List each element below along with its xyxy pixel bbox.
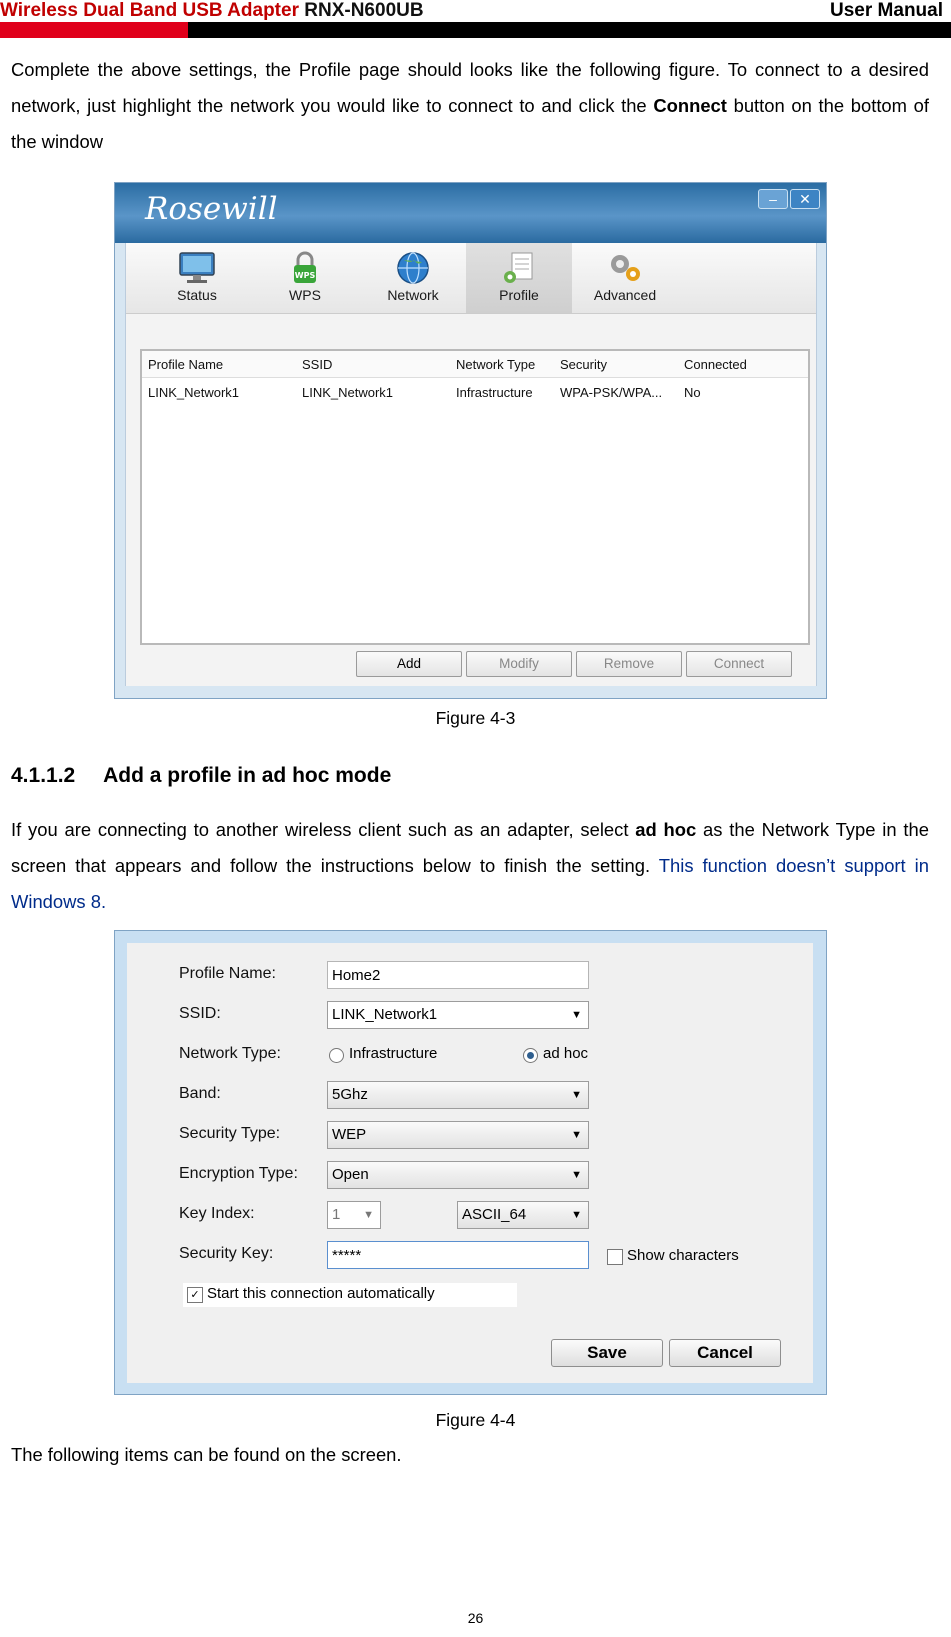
tab-status-label: Status bbox=[177, 287, 217, 303]
chevron-down-icon: ▼ bbox=[571, 1129, 582, 1141]
network-type-label: Network Type: bbox=[179, 1045, 281, 1062]
ssid-label: SSID: bbox=[179, 1005, 221, 1022]
profile-list bbox=[140, 349, 810, 645]
security-type-label: Security Type: bbox=[179, 1125, 281, 1142]
chevron-down-icon: ▼ bbox=[571, 1209, 582, 1221]
window-titlebar bbox=[115, 183, 826, 243]
network-type-group bbox=[327, 1043, 727, 1067]
window-body bbox=[125, 243, 817, 686]
auto-connect-label: Start this connection automatically bbox=[207, 1285, 435, 1302]
body-note: This function doesn’t support in Windows 8. bbox=[11, 855, 929, 912]
column-network-type[interactable]: Network Type bbox=[456, 357, 536, 372]
encryption-type-select[interactable] bbox=[327, 1161, 589, 1189]
intro-text: Complete the above settings, the Profile page should looks like the following figure. To connect to a desired network, just highlight the network you would like to connect to and click the bbox=[11, 59, 929, 116]
chevron-down-icon: ▼ bbox=[571, 1089, 582, 1101]
svg-text:WPS: WPS bbox=[294, 271, 316, 280]
tab-wps-label: WPS bbox=[289, 287, 321, 303]
add-button[interactable]: Add bbox=[356, 651, 462, 677]
add-profile-form bbox=[127, 943, 813, 1383]
ssid-select[interactable] bbox=[327, 1001, 589, 1029]
key-format-value: ASCII_64 bbox=[462, 1206, 527, 1223]
encryption-type-value: Open bbox=[332, 1166, 369, 1183]
figure-caption-1: Figure 4-3 bbox=[435, 708, 516, 728]
column-profile-name[interactable]: Profile Name bbox=[148, 357, 224, 372]
tab-status[interactable] bbox=[144, 243, 250, 313]
radio-infrastructure-label: Infrastructure bbox=[349, 1045, 438, 1062]
tab-profile[interactable] bbox=[466, 243, 572, 313]
ssid-value: LINK_Network1 bbox=[332, 1006, 438, 1023]
rosewill-logo: Rosewill bbox=[145, 191, 278, 227]
header-title bbox=[0, 0, 424, 22]
section-title: Add a profile in ad hoc mode bbox=[103, 764, 392, 787]
page-number: 26 bbox=[467, 1610, 484, 1626]
radio-infrastructure[interactable] bbox=[329, 1048, 344, 1063]
tab-advanced[interactable] bbox=[572, 243, 678, 313]
connect-button[interactable]: Connect bbox=[686, 651, 792, 677]
band-select[interactable] bbox=[327, 1081, 589, 1109]
remove-button[interactable]: Remove bbox=[576, 651, 682, 677]
cell-network-type: Infrastructure bbox=[456, 385, 533, 400]
profile-list-header bbox=[142, 351, 808, 378]
body-text-after: as the Network Type in the screen that appears and follow the instructions below to finish the setting. bbox=[11, 819, 929, 876]
monitor-icon bbox=[178, 251, 216, 285]
cell-ssid: LINK_Network1 bbox=[302, 385, 394, 400]
tab-wps[interactable] bbox=[252, 243, 358, 313]
show-characters-label: Show characters bbox=[627, 1247, 739, 1264]
body-paragraph bbox=[11, 812, 929, 920]
radio-adhoc[interactable] bbox=[523, 1048, 538, 1063]
profile-gear-icon bbox=[500, 251, 538, 285]
chevron-down-icon: ▼ bbox=[363, 1209, 374, 1221]
wps-lock-icon bbox=[286, 251, 324, 285]
auto-connect-checkbox[interactable]: ✓ bbox=[187, 1287, 203, 1303]
band-value: 5Ghz bbox=[332, 1086, 368, 1103]
security-type-value: WEP bbox=[332, 1126, 367, 1143]
security-key-label: Security Key: bbox=[179, 1245, 274, 1262]
header-product: Wireless Dual Band USB Adapter bbox=[0, 0, 299, 21]
header-bar-accent bbox=[0, 22, 188, 38]
cancel-button[interactable]: Cancel bbox=[669, 1339, 781, 1367]
minimize-button[interactable]: – bbox=[758, 189, 788, 209]
tab-advanced-label: Advanced bbox=[593, 287, 657, 303]
modify-button[interactable]: Modify bbox=[466, 651, 572, 677]
section-number: 4.1.1.2 bbox=[11, 764, 76, 787]
header-model: RNX-N600UB bbox=[304, 0, 424, 21]
key-format-select[interactable] bbox=[457, 1201, 589, 1229]
show-characters-checkbox[interactable] bbox=[607, 1249, 623, 1265]
closing-text: The following items can be found on the screen. bbox=[11, 1444, 402, 1465]
profile-window bbox=[114, 182, 827, 699]
close-button[interactable]: ✕ bbox=[790, 189, 820, 209]
add-profile-window bbox=[114, 930, 827, 1395]
button-strip bbox=[127, 1285, 813, 1383]
cell-connected: No bbox=[684, 385, 701, 400]
gears-icon bbox=[606, 251, 644, 285]
key-index-label: Key Index: bbox=[179, 1205, 255, 1222]
encryption-type-label: Encryption Type: bbox=[179, 1165, 298, 1182]
security-type-select[interactable] bbox=[327, 1121, 589, 1149]
tab-network[interactable] bbox=[360, 243, 466, 313]
intro-text-after: button on the bottom of the window bbox=[11, 95, 929, 152]
cell-profile-name: LINK_Network1 bbox=[148, 385, 240, 400]
section-heading bbox=[11, 764, 391, 788]
column-connected[interactable]: Connected bbox=[684, 357, 747, 372]
band-label: Band: bbox=[179, 1085, 221, 1102]
profile-name-input[interactable]: Home2 bbox=[327, 961, 589, 989]
header-manual: User Manual bbox=[830, 0, 943, 21]
key-index-value: 1 bbox=[332, 1206, 341, 1223]
figure-caption-2: Figure 4-4 bbox=[435, 1410, 516, 1430]
intro-paragraph bbox=[11, 52, 929, 160]
security-key-input[interactable]: ***** bbox=[327, 1241, 589, 1269]
globe-icon bbox=[394, 251, 432, 285]
chevron-down-icon: ▼ bbox=[571, 1009, 582, 1021]
body-text: If you are connecting to another wireless client such as an adapter, select bbox=[11, 819, 629, 840]
cell-security: WPA-PSK/WPA... bbox=[560, 385, 663, 400]
body-bold: ad hoc bbox=[635, 819, 697, 840]
tab-network-label: Network bbox=[387, 287, 439, 303]
save-button[interactable]: Save bbox=[551, 1339, 663, 1367]
profile-name-label: Profile Name: bbox=[179, 965, 276, 982]
toolbar bbox=[126, 243, 816, 314]
column-security[interactable]: Security bbox=[560, 357, 607, 372]
chevron-down-icon: ▼ bbox=[571, 1169, 582, 1181]
radio-adhoc-label: ad hoc bbox=[543, 1045, 589, 1062]
key-index-select[interactable] bbox=[327, 1201, 381, 1229]
tab-profile-label: Profile bbox=[499, 287, 539, 303]
column-ssid[interactable]: SSID bbox=[302, 357, 333, 372]
intro-bold: Connect bbox=[653, 95, 727, 116]
